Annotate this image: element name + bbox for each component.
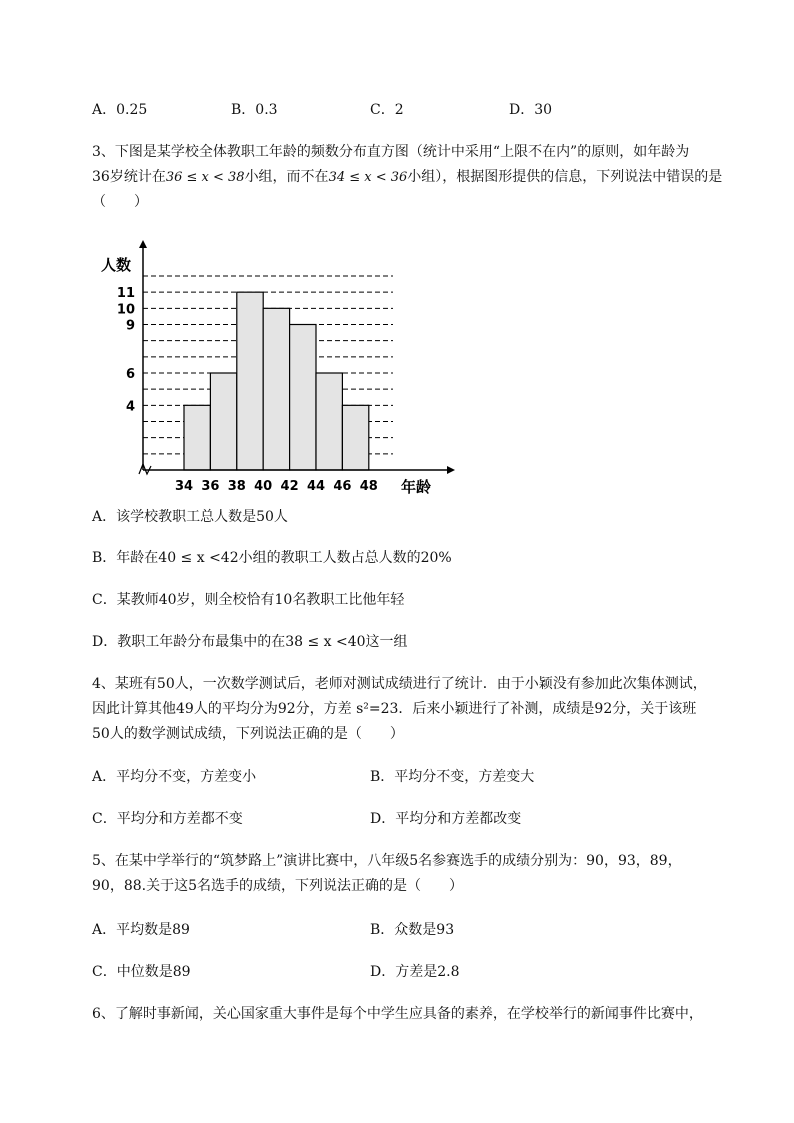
q3-stem-line2 xyxy=(92,167,722,188)
q2-option-b: B．0.3 xyxy=(231,102,278,118)
y-tick-label: 10 xyxy=(116,302,135,318)
histogram-bar xyxy=(342,405,368,470)
histogram-bar xyxy=(316,373,342,470)
q2-option-c: C．2 xyxy=(370,102,404,118)
y-tick-label: 9 xyxy=(125,318,135,334)
histogram-chart xyxy=(95,238,455,500)
y-tick-label: 4 xyxy=(125,399,135,415)
x-tick-label: 34 xyxy=(174,479,194,494)
histogram-bar xyxy=(184,405,210,470)
q4-option-a: A．平均分不变，方差变小 xyxy=(92,769,257,785)
q4-stem-line2: 因此计算其他49人的平均分为92分，方差 s²=23．后来小颖进行了补测，成绩是92分，关于该班 xyxy=(92,701,697,717)
q3-stem-line1: 3、下图是某学校全体教职工年龄的频数分布直方图（统计中采用“上限不在内”的原则，如年龄为 xyxy=(92,144,690,160)
q4-option-d: D．平均分和方差都改变 xyxy=(370,811,522,827)
q3-stem-text: 36岁统计在 xyxy=(92,169,166,185)
x-tick-label: 48 xyxy=(359,479,378,494)
q3-stem-text: 小组），根据图形提供的信息，下列说法中错误的是 xyxy=(407,169,723,185)
q3-stem-text: 小组，而不在 xyxy=(244,169,329,185)
q3-inequality-2: 34 ≤ x < 36 xyxy=(328,170,408,185)
q4-option-c: C．平均分和方差都不变 xyxy=(92,811,243,827)
q2-option-d: D．30 xyxy=(509,102,553,118)
histogram-bar xyxy=(210,373,236,470)
histogram-bar xyxy=(290,325,316,471)
y-tick-label: 11 xyxy=(116,286,135,302)
q3-option-d: D．教职工年龄分布最集中的在38 ≤ x <40这一组 xyxy=(92,634,408,650)
y-axis-arrow-icon xyxy=(139,240,147,248)
q2-option-a: A．0.25 xyxy=(92,102,148,118)
q3-inequality-1: 36 ≤ x < 38 xyxy=(165,170,245,185)
histogram-bar xyxy=(237,292,263,470)
q3-answer-bracket: （ ） xyxy=(92,194,148,210)
q5-option-a: A．平均数是89 xyxy=(92,922,190,938)
x-tick-label: 40 xyxy=(254,479,273,494)
q6-stem-line1: 6、了解时事新闻，关心国家重大事件是每个中学生应具备的素养，在学校举行的新闻事件比赛中， xyxy=(92,1006,703,1022)
q4-stem-line3: 50人的数学测试成绩，下列说法正确的是（ ） xyxy=(92,726,404,742)
histogram-bar xyxy=(263,308,289,470)
q5-option-d: D．方差是2.8 xyxy=(370,964,460,980)
x-tick-label: 46 xyxy=(333,479,352,494)
y-tick-label: 6 xyxy=(125,367,135,382)
y-axis-label: 人数 xyxy=(101,256,132,274)
axis-break-icon xyxy=(139,464,151,474)
x-tick-label: 36 xyxy=(201,479,220,494)
q4-stem-line1: 4、某班有50人，一次数学测试后，老师对测试成绩进行了统计．由于小颖没有参加此次集体测试， xyxy=(92,676,707,692)
q3-option-c: C．某教师40岁，则全校恰有10名教职工比他年轻 xyxy=(92,592,405,608)
q5-option-b: B．众数是93 xyxy=(370,922,455,938)
x-tick-label: 38 xyxy=(227,479,246,494)
q4-option-b: B．平均分不变，方差变大 xyxy=(370,769,535,785)
q5-stem-line1: 5、在某中学举行的“筑梦路上”演讲比赛中，八年级5名参赛选手的成绩分别为：90，93，89， xyxy=(92,853,682,869)
x-axis-arrow-icon xyxy=(447,466,455,474)
x-tick-label: 44 xyxy=(306,479,326,494)
x-tick-label: 42 xyxy=(280,479,299,494)
x-axis-label: 年龄 xyxy=(401,478,432,496)
q5-option-c: C．中位数是89 xyxy=(92,964,191,980)
q3-option-a: A．该学校教职工总人数是50人 xyxy=(92,509,288,525)
q3-option-b: B．年龄在40 ≤ x <42小组的教职工人数占总人数的20% xyxy=(92,550,452,566)
q5-stem-line2: 90，88.关于这5名选手的成绩，下列说法正确的是（ ） xyxy=(92,878,463,894)
